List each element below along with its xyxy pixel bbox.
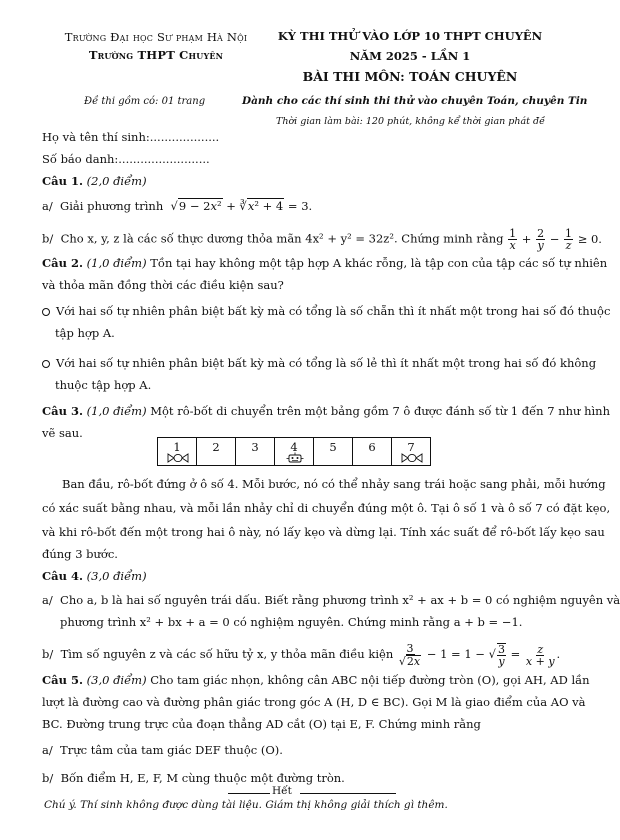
candidate-name: Họ và tên thí sinh:...................	[42, 130, 220, 144]
time-note: Thời gian làm bài: 120 phút, không kể thời gian phát đề	[276, 116, 545, 127]
board-cell-3: 3	[236, 438, 275, 466]
q2-line2: và thỏa mãn đồng thời các điều kiện sau?	[42, 278, 284, 292]
board-cell-1: 1	[158, 438, 197, 466]
university-name: Trường Đại học Sư phạm Hà Nội	[64, 30, 248, 44]
q1-part-b: b/ Cho x, y, z là các số thực dương thỏa mãn 4x² + y² = 32z². Chứng minh rằng $\frac{1}{x}$ + $\frac{2}{y}$ − $\frac{1}{z}$ ≥ 0.	[42, 227, 602, 252]
school-name: Trường THPT Chuyên	[88, 48, 224, 62]
q5-part-a: a/ Trực tâm của tam giác DEF thuộc (O).	[42, 743, 283, 757]
footer-note: Chú ý. Thí sinh không được dùng tài liệu. Giám thị không giải thích gì thêm.	[44, 799, 448, 811]
q3-para-l2: có xác suất bằng nhau, và mỗi lần nhảy chỉ di chuyển đúng một ô. Tại ô số 1 và ô số 7 có đặt kẹo,	[42, 501, 611, 515]
candy-icon	[401, 453, 423, 463]
audience-note: Dành cho các thí sinh thi thử vào chuyên Toán, chuyên Tin	[242, 95, 588, 107]
end-marker: Hết	[272, 785, 292, 797]
q4b-equation: $\frac{3}{√2x}$ − 1 = 1 − √ $\frac{3}{y}$ = $\frac{z}{x + y}$ .	[398, 642, 561, 668]
q1-part-a: a/ Giải phương trình √9 − 2x² + ∛x² + 4 = 3.	[42, 199, 313, 213]
bullet-circle-icon	[42, 308, 50, 316]
board-cell-6: 6	[353, 438, 392, 466]
q3-para-l3: và khi rô-bốt đến một trong hai ô này, nó lấy kẹo và dừng lại. Tính xác suất để rô-bốt lấy kẹo sau	[42, 525, 605, 539]
robot-icon	[286, 452, 304, 464]
q4-part-b: b/ Tìm số nguyên z và các số hữu tỷ x, y thỏa mãn điều kiện $\frac{3}{√2x}$ − 1 = 1 − √ $\frac{3}{y}$ = $\frac{z}{x + y}$ .	[42, 642, 561, 668]
candidate-id: Số báo danh:.........................	[42, 152, 210, 166]
q1a-equation: √9 − 2x² + ∛x² + 4 = 3.	[166, 199, 313, 213]
q3-para-l1: Ban đầu, rô-bốt đứng ở ô số 4. Mỗi bước, nó có thể nhảy sang trái hoặc sang phải, mỗi hướng	[62, 477, 606, 491]
exam-subject: BÀI THI MÔN: TOÁN CHUYÊN	[302, 69, 518, 84]
q2-bullet2: Với hai số tự nhiên phân biệt bất kỳ mà có tổng là số lẻ thì ít nhất một trong hai số đó không	[42, 356, 556, 370]
board-cell-7: 7	[392, 438, 431, 466]
exam-title: KỲ THI THỬ VÀO LỚP 10 THPT CHUYÊN	[277, 29, 543, 43]
q3-line2: vẽ sau.	[42, 426, 83, 440]
q5-line2: lượt là đường cao và đường phân giác trong góc A (H, D ∈ BC). Gọi M là giao điểm của AO và	[42, 695, 586, 709]
q1-heading: Câu 1. (2,0 điểm)	[42, 174, 147, 188]
q5-line1: Câu 5. (3,0 điểm) Cho tam giác nhọn, không cân ABC nội tiếp đường tròn (O), gọi AH, AD lần	[42, 673, 590, 687]
exam-year: NĂM 2025 - LẦN 1	[349, 49, 471, 63]
q1b-inequality: $\frac{1}{x}$ + $\frac{2}{y}$ − $\frac{1}{z}$ ≥ 0.	[509, 227, 602, 252]
q4-part-a-l2: phương trình x² + bx + a = 0 có nghiệm nguyên. Chứng minh rằng a + b = −1.	[60, 615, 523, 629]
q4-heading: Câu 4. (3,0 điểm)	[42, 569, 147, 583]
board-cell-5: 5	[314, 438, 353, 466]
q2-bullet1: Với hai số tự nhiên phân biệt bất kỳ mà có tổng là số chẵn thì ít nhất một trong hai số đó thuộc	[42, 304, 556, 318]
end-rule-right	[300, 793, 396, 794]
board-cell-4: 4	[275, 438, 314, 466]
q5-line3: BC. Đường trung trực của đoạn thẳng AD cắt (O) tại E, F. Chứng minh rằng	[42, 717, 481, 731]
q2-line1: Câu 2. (1,0 điểm) Tồn tại hay không một tập hợp A khác rỗng, là tập con của tập các số tự nhiên	[42, 256, 608, 270]
candy-icon	[167, 453, 189, 463]
q4-part-a-l1: a/ Cho a, b là hai số nguyên trái dấu. Biết rằng phương trình x² + ax + b = 0 có nghiệm nguyên và	[42, 593, 620, 607]
q2-bullet2-cont: thuộc tập hợp A.	[55, 378, 152, 392]
q5-part-b: b/ Bốn điểm H, E, F, M cùng thuộc một đường tròn.	[42, 771, 345, 785]
q2-bullet1-cont: tập hợp A.	[55, 326, 115, 340]
robot-board	[157, 437, 431, 466]
bullet-circle-icon	[42, 360, 50, 368]
q3-para-l4: đúng 3 bước.	[42, 547, 118, 561]
pages-note: Đề thi gồm có: 01 trang	[84, 96, 206, 107]
end-rule-left	[228, 793, 270, 794]
board-cell-2: 2	[197, 438, 236, 466]
q3-line1: Câu 3. (1,0 điểm) Một rô-bốt di chuyển trên một bảng gồm 7 ô được đánh số từ 1 đến 7 như hình	[42, 404, 610, 418]
